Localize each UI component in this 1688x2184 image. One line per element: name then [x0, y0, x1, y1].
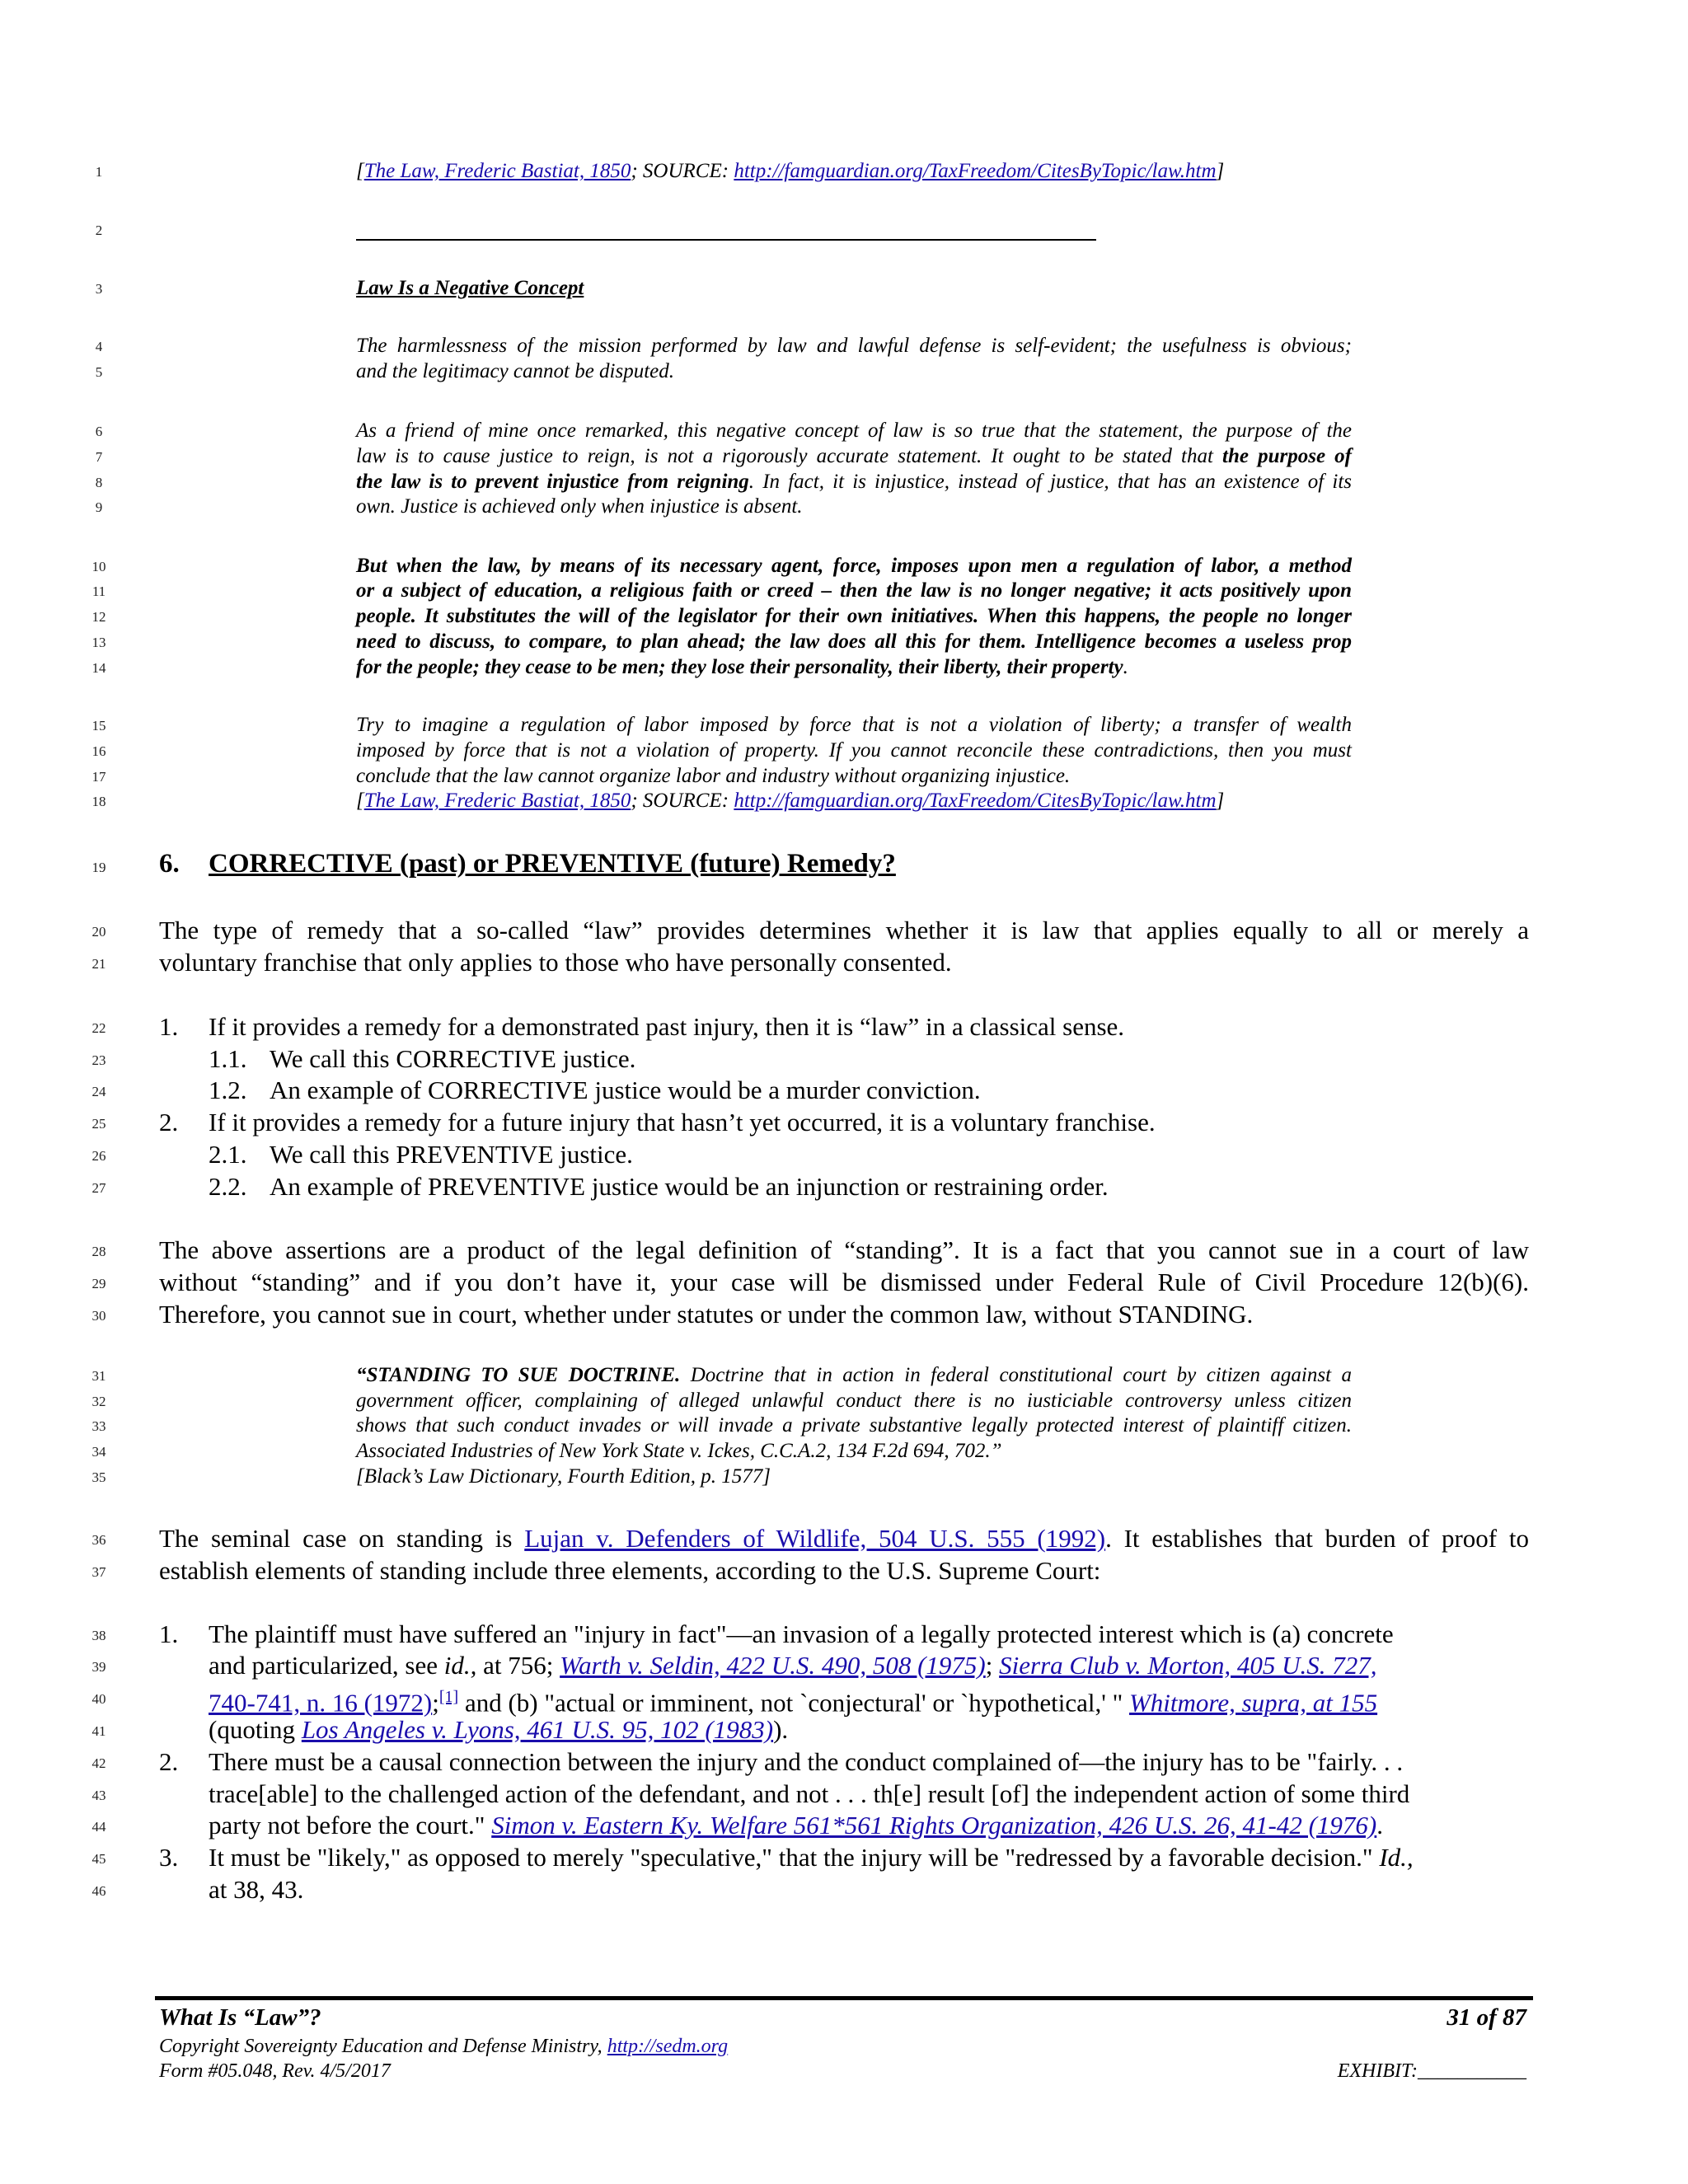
line-number: 38	[91, 1628, 106, 1643]
body-text: . It establishes that burden of proof to	[1105, 1524, 1530, 1553]
list-text: If it provides a remedy for a demonstrated past injury, then it is “law” in a classical sense.	[209, 1012, 1125, 1041]
bracket: [	[356, 160, 364, 182]
list-text: .	[1376, 1811, 1383, 1840]
footer-exhibit: EXHIBIT:___________	[1337, 2060, 1526, 2082]
quote-line: imposed by force that is not a violation of property. If you cannot reconcile these contradictions, then you must	[356, 739, 1352, 762]
list-text: ).	[773, 1715, 789, 1744]
list-line: at 38, 43.	[209, 1875, 304, 1904]
line-number: 7	[95, 449, 103, 465]
body-text: The seminal case on standing is	[159, 1524, 525, 1553]
quote-line	[356, 444, 1352, 469]
list-text: The plaintiff must have suffered an "injury in fact"—an invasion of a legally protected interest which is (a) concrete	[209, 1619, 1394, 1648]
section-title: CORRECTIVE (past) or PREVENTIVE (future) Remedy?	[209, 849, 896, 879]
bracket: ]	[1216, 160, 1225, 182]
list-number: 2.2.	[209, 1172, 247, 1201]
list-text: (quoting	[209, 1715, 302, 1744]
line-number: 11	[91, 583, 106, 599]
line-number: 43	[91, 1788, 106, 1803]
line-number: 41	[91, 1723, 106, 1739]
list-text: It must be "likely," as opposed to merely "speculative," that the injury will be "redressed by a favorable decision."	[209, 1843, 1380, 1872]
list-text: An example of PREVENTIVE justice would be an injunction or restraining order.	[270, 1172, 1109, 1201]
quote-line: own. Justice is achieved only when injustice is absent.	[356, 495, 803, 518]
line-number: 3	[95, 281, 103, 297]
line-number: 27	[91, 1180, 106, 1196]
line-number: 46	[91, 1883, 106, 1899]
list-text: at 756;	[476, 1651, 560, 1680]
line-number: 39	[91, 1659, 106, 1675]
bracket: [	[356, 790, 364, 812]
quote-text: .	[1123, 656, 1128, 678]
list-number: 2.1.	[209, 1140, 247, 1169]
line-number: 10	[91, 559, 106, 574]
list-text: An example of CORRECTIVE justice would be a murder conviction.	[270, 1076, 981, 1104]
list-line	[209, 1713, 1578, 1746]
body-line: voluntary franchise that only applies to those who have personally consented.	[159, 948, 952, 977]
quote-bold-text: “STANDING TO SUE DOCTRINE.	[356, 1364, 681, 1386]
list-text: ;	[985, 1651, 1000, 1680]
list-text: and particularized, see	[209, 1651, 444, 1680]
line-number: 18	[91, 794, 106, 809]
line-number: 28	[91, 1244, 106, 1259]
list-number: 2.	[159, 1108, 179, 1137]
quote-text: law is to cause justice to reign, is not a rigorously accurate statement. It ought to be stated that	[356, 445, 1223, 467]
quote-line: and the legitimacy cannot be disputed.	[356, 360, 675, 382]
line-number: 24	[91, 1084, 106, 1099]
list-number: 1.	[159, 1619, 179, 1648]
list-number: 3.	[159, 1843, 179, 1872]
footer-copyright	[159, 2036, 728, 2058]
line-number: 34	[91, 1444, 106, 1460]
list-line	[209, 1649, 1578, 1681]
quote-line: government officer, complaining of alleged unlawful conduct there is no iusticiable controversy unless citizen	[356, 1390, 1352, 1412]
quote-line: or a subject of education, a religious faith or creed – then the law is no longer negative; it acts positively upon	[356, 579, 1352, 602]
body-line: Therefore, you cannot sue in court, whether under statutes or under the common law, without STANDING.	[159, 1300, 1254, 1329]
list-number: 1.2.	[209, 1076, 247, 1104]
line-number: 32	[91, 1394, 106, 1409]
line-number: 30	[91, 1308, 106, 1324]
id-cite: id.,	[443, 1651, 477, 1680]
list-text: If it provides a remedy for a future injury that hasn’t yet occurred, it is a voluntary franchise.	[209, 1108, 1156, 1137]
line-number: 5	[95, 364, 103, 380]
line-number: 42	[91, 1755, 106, 1771]
quote-line: But when the law, by means of its necessary agent, force, imposes upon men a regulation of labor, a method	[356, 555, 1352, 577]
page-number: 31 of 87	[1447, 2004, 1526, 2031]
citation-line	[356, 789, 1352, 813]
line-number: 12	[91, 609, 106, 625]
list-item	[209, 1043, 1578, 1075]
line-number: 6	[95, 424, 103, 439]
line-number: 45	[91, 1851, 106, 1867]
quote-line: conclude that the law cannot organize labor and industry without organizing injustice.	[356, 765, 1071, 787]
copyright-text: Copyright Sovereignty Education and Defense Ministry,	[159, 2036, 607, 2057]
bastiat-link[interactable]: The Law, Frederic Bastiat, 1850	[363, 790, 631, 812]
list-item	[159, 1618, 1529, 1650]
quote-line	[356, 470, 1352, 494]
footnote-link[interactable]: [1]	[438, 1688, 459, 1706]
line-number: 15	[91, 718, 106, 733]
quote-line: The harmlessness of the mission performed by law and lawful defense is self-evident; the usefulness is obvious;	[356, 335, 1352, 357]
quote-text: Doctrine that in action in federal constitutional court by citizen against a	[680, 1364, 1352, 1386]
quote-line: people. It substitutes the will of the legislator for their own initiatives. When this happens, the people no longer	[356, 605, 1352, 627]
line-number: 8	[95, 475, 103, 490]
list-item	[159, 1010, 1529, 1043]
list-text: and (b) "actual or imminent, not `conjectural' or `hypothetical,' "	[458, 1688, 1129, 1718]
line-number: 22	[91, 1020, 106, 1036]
body-line: The above assertions are a product of the legal definition of “standing”. It is a fact that you cannot sue in a court of law	[159, 1235, 1529, 1264]
body-line: establish elements of standing include three elements, according to the U.S. Supreme Court:	[159, 1556, 1101, 1585]
id-cite: Id.,	[1379, 1843, 1414, 1872]
list-line	[209, 1809, 1578, 1841]
section-number: 6.	[159, 849, 180, 879]
line-number: 2	[95, 223, 103, 238]
quote-line	[356, 655, 1352, 680]
list-item	[209, 1170, 1578, 1202]
sierra-club-link-cont[interactable]: 740-741, n. 16 (1972)	[209, 1688, 433, 1718]
quote-text: . In fact, it is injustice, instead of justice, that has an existence of its	[748, 471, 1352, 493]
body-line: The type of remedy that a so-called “law” provides determines whether it is law that applies equally to all or merely a	[159, 916, 1529, 944]
list-line: trace[able] to the challenged action of the defendant, and not . . . th[e] result [of] the independent action of some third	[209, 1779, 1410, 1808]
quote-bold-text: for the people; they cease to be men; they lose their personality, their liberty, their property	[356, 656, 1123, 678]
quote-bold-text: the law is to prevent injustice from reigning	[356, 471, 749, 493]
source-url-link[interactable]: http://famguardian.org/TaxFreedom/CitesByTopic/law.htm	[734, 160, 1217, 182]
line-number: 20	[91, 924, 106, 940]
line-number: 4	[95, 339, 103, 354]
lyons-link[interactable]: Los Angeles v. Lyons, 461 U.S. 95, 102 (1983)	[301, 1715, 774, 1744]
line-number: 29	[91, 1276, 106, 1291]
quote-subheading: Law Is a Negative Concept	[356, 277, 584, 299]
quote-line: shows that such conduct invades or will invade a private substantive legally protected interest of plaintiff citizen.	[356, 1414, 1352, 1436]
source-label: ; SOURCE:	[631, 790, 734, 812]
simon-link[interactable]: Simon v. Eastern Ky. Welfare 561*561 Rights Organization, 426 U.S. 26, 41-42 (1976)	[491, 1811, 1377, 1840]
line-number: 23	[91, 1052, 106, 1068]
source-label: ; SOURCE:	[631, 160, 734, 182]
sedm-link[interactable]: http://sedm.org	[607, 2036, 729, 2057]
warth-link[interactable]: Warth v. Seldin, 422 U.S. 490, 508 (1975)	[560, 1651, 986, 1680]
quote-line: [Black’s Law Dictionary, Fourth Edition, p. 1577]	[356, 1465, 771, 1488]
list-number: 1.	[159, 1012, 179, 1041]
footer-form: Form #05.048, Rev. 4/5/2017	[159, 2060, 391, 2082]
list-item	[209, 1074, 1578, 1106]
list-text: ;	[432, 1688, 439, 1718]
footer-title: What Is “Law”?	[159, 2004, 321, 2031]
quote-bold-text: the purpose of	[1222, 445, 1352, 467]
line-number: 14	[91, 660, 106, 676]
list-item	[159, 1746, 1529, 1778]
line-number: 37	[91, 1564, 106, 1580]
line-number: 33	[91, 1418, 106, 1434]
source-url-link[interactable]: http://famguardian.org/TaxFreedom/CitesByTopic/law.htm	[734, 790, 1217, 812]
line-number: 21	[91, 956, 106, 972]
bracket: ]	[1216, 790, 1225, 812]
sierra-club-link[interactable]: Sierra Club v. Morton, 405 U.S. 727,	[999, 1651, 1377, 1680]
quote-line: Associated Industries of New York State v. Ickes, C.C.A.2, 134 F.2d 694, 702.”	[356, 1440, 1002, 1462]
line-number: 13	[91, 635, 106, 650]
body-line: without “standing” and if you don’t have it, your case will be dismissed under Federal Rule of Civil Procedure 12(b)(6).	[159, 1268, 1529, 1296]
line-number: 19	[91, 860, 106, 875]
line-number: 36	[91, 1532, 106, 1548]
list-number: 2.	[159, 1747, 179, 1776]
list-item	[159, 1106, 1529, 1138]
line-number: 26	[91, 1148, 106, 1164]
line-number: 35	[91, 1469, 106, 1485]
bastiat-link[interactable]: The Law, Frederic Bastiat, 1850	[363, 160, 631, 182]
line-number: 1	[95, 164, 103, 180]
line-number: 25	[91, 1116, 106, 1132]
line-number: 9	[95, 499, 103, 515]
quote-line: need to discuss, to compare, to plan ahead; the law does all this for them. Intelligence becomes a useless prop	[356, 630, 1352, 653]
section-heading	[159, 849, 896, 879]
list-text: We call this CORRECTIVE justice.	[270, 1044, 636, 1073]
citation-line	[356, 159, 1352, 184]
line-number: 17	[91, 769, 106, 785]
footer-rule	[155, 1996, 1533, 2000]
list-item	[159, 1841, 1529, 1873]
whitmore-link[interactable]: Whitmore, supra, at 155	[1128, 1688, 1378, 1718]
lujan-link[interactable]: Lujan v. Defenders of Wildlife, 504 U.S. 555 (1992)	[524, 1524, 1106, 1553]
line-number: 16	[91, 743, 106, 759]
line-number: 40	[91, 1691, 106, 1707]
list-text: We call this PREVENTIVE justice.	[270, 1140, 633, 1169]
line-number: 31	[91, 1368, 106, 1384]
line-number: 44	[91, 1819, 106, 1835]
list-number: 1.1.	[209, 1044, 247, 1073]
list-text: party not before the court."	[209, 1811, 492, 1840]
list-text: There must be a causal connection between the injury and the conduct complained of—the injury has to be "fairly. . .	[209, 1747, 1404, 1776]
quote-line: Try to imagine a regulation of labor imposed by force that is not a violation of liberty; a transfer of wealth	[356, 714, 1352, 736]
quote-line	[356, 1363, 1352, 1388]
separator-rule	[356, 239, 1096, 241]
body-line	[159, 1522, 1529, 1554]
list-item	[209, 1138, 1578, 1170]
quote-line: As a friend of mine once remarked, this negative concept of law is so true that the statement, the purpose of the	[356, 419, 1352, 442]
